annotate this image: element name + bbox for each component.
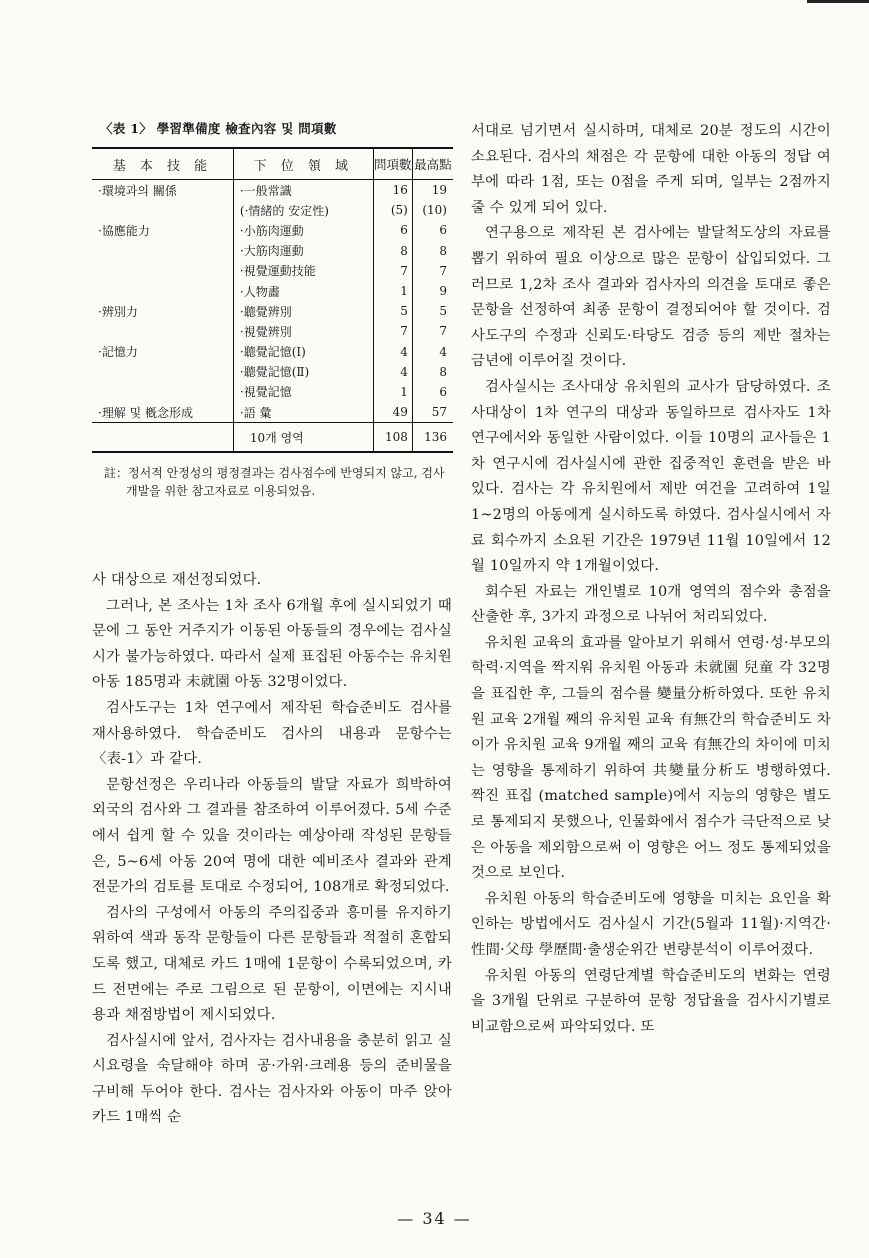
body-paragraph: 그러나, 본 조사는 1차 조사 6개월 후에 실시되었기 때문에 그 동안 거주지가 이동된 아동들의 경우에는 검사실시가 불가능하였다. 따라서 실제 표집된 아동수는 유치원 아동 185명과 未就園 아동 32명이었다. bbox=[92, 597, 452, 691]
table-row bbox=[92, 220, 453, 240]
total-max-cell: 136 bbox=[412, 423, 453, 453]
table-caption: 〈表 1〉 學習準備度 檢査內容 및 問項數 bbox=[100, 121, 337, 136]
left-text-column bbox=[92, 568, 452, 1131]
sub-domain-cell: ·大筋肉運動 bbox=[233, 241, 373, 261]
table-row bbox=[92, 321, 453, 341]
table-row bbox=[92, 200, 453, 220]
skill-cell: ·記憶力 bbox=[98, 345, 138, 360]
item-count-cell: 7 bbox=[373, 321, 412, 341]
sub-domain-cell: ·聽覺辨別 bbox=[233, 301, 373, 321]
table-row bbox=[92, 261, 453, 281]
body-paragraph: 문항선정은 우리나라 아동들의 발달 자료가 희박하여 외국의 검사와 그 결과를 참조하여 이루어졌다. 5세 수준에서 쉽게 할 수 있을 것이라는 예상아래 작성된 문항들은, 5~6세 아동 20여 명에 대한 예비조사 결과와 관계 전문가의 검토를 토대로 수정되어, 108개로 확정되었다. bbox=[92, 776, 452, 896]
body-paragraph: 검사도구는 1차 연구에서 제작된 학습준비도 검사를 재사용하였다. 학습준비도 검사의 내용과 문항수는 〈表-1〉과 같다. bbox=[92, 699, 452, 768]
table-row bbox=[92, 382, 453, 402]
skill-cell: ·理解 및 槪念形成 bbox=[98, 405, 194, 420]
sub-domain-cell: ·人物畵 bbox=[233, 281, 373, 301]
max-score-cell: 6 bbox=[412, 220, 453, 240]
body-paragraph: 검사의 구성에서 아동의 주의집중과 흥미를 유지하기 위하여 색과 동작 문항들이 다른 문항들과 적절히 혼합되도록 했고, 대체로 카드 1매에 1문항이 수록되었으며, 카드 전면에는 주로 그림으로 된 문항이, 이면에는 지시내용과 채점방법이 제시되었다. bbox=[92, 904, 452, 1024]
body-paragraph: 검사실시는 조사대상 유치원의 교사가 담당하였다. 조사대상이 1차 연구의 대상과 동일하므로 검사자도 1차 연구에서와 동일한 사람이었다. 이들 10명의 교사들은 1차 연구시에 검사실시에 관한 집중적인 훈련을 받은 바 있다. 검사는 각 유치원에서 제반 여건을 고려하여 1일 1~2명의 아동에게 실시하도록 하였다. 검사실시에서 자료 회수까지 소요된 기간은 1979년 11월 10일에서 12월 10일까지 약 1개월이었다. bbox=[471, 378, 831, 575]
table-row bbox=[92, 180, 453, 201]
item-count-cell: 4 bbox=[373, 342, 412, 362]
header-basic-skill: 基 本 技 能 bbox=[92, 148, 233, 180]
table-note: 註：정서적 안정성의 평정결과는 검사점수에 반영되지 않고, 검사개발을 위한 참고자료로 이용되었음. bbox=[104, 466, 445, 498]
sub-domain-cell: ·視覺辨別 bbox=[233, 321, 373, 341]
header-max-score: 最高點 bbox=[412, 148, 453, 180]
header-item-count: 問項數 bbox=[373, 148, 412, 180]
sub-domain-cell: ·小筋肉運動 bbox=[233, 220, 373, 240]
max-score-cell: 8 bbox=[412, 241, 453, 261]
table-row bbox=[92, 362, 453, 382]
item-count-cell: 1 bbox=[373, 281, 412, 301]
skill-cell bbox=[92, 200, 233, 220]
max-score-cell: 6 bbox=[412, 382, 453, 402]
skill-cell: ·辨別力 bbox=[98, 304, 138, 319]
body-paragraph: 회수된 자료는 개인별로 10개 영역의 점수와 총점을 산출한 후, 3가지 과정으로 나뉘어 처리되었다. bbox=[471, 583, 831, 626]
body-paragraph: 유치원 교육의 효과를 알아보기 위해서 연령·성·부모의 학력·지역을 짝지워 유치원 아동과 未就園 兒童 각 32명을 표집한 후, 그들의 점수를 變量分析하였다. 또한 유치원 교육 2개월 째의 유치원 교육 有無간의 학습준비도 차이가 유치원 교육 9개월 째의 교육 有無간의 차이에 미치는 영향을 통제하기 위하여 共變量分析도 병행하였다. 짝진 표집 (matched sample)에서 지능의 영향은 별도로 통제되지 못했으나, 인물화에서 점수가 극단적으로 낮은 아동을 제외함으로써 이 영향은 어느 정도 통제되었을 것으로 보인다. bbox=[471, 634, 831, 882]
sub-domain-cell: ·視覺記憶 bbox=[233, 382, 373, 402]
table-row bbox=[92, 301, 453, 321]
skill-cell bbox=[92, 261, 233, 281]
sub-domain-cell: ·聽覺記憶(Ⅱ) bbox=[233, 362, 373, 382]
item-count-cell: 7 bbox=[373, 261, 412, 281]
total-skill-cell bbox=[92, 423, 233, 453]
max-score-cell: 8 bbox=[412, 362, 453, 382]
header-sub-domain: 下 位 領 域 bbox=[233, 148, 373, 180]
sub-domain-cell: ·語 彙 bbox=[233, 402, 373, 423]
max-score-cell: 5 bbox=[412, 301, 453, 321]
total-items-cell: 108 bbox=[373, 423, 412, 453]
item-count-cell: 49 bbox=[373, 402, 412, 423]
skill-cell bbox=[92, 362, 233, 382]
item-count-cell: 8 bbox=[373, 241, 412, 261]
max-score-cell: 57 bbox=[412, 402, 453, 423]
max-score-cell: 7 bbox=[412, 321, 453, 341]
skill-cell bbox=[92, 382, 233, 402]
item-count-cell: 4 bbox=[373, 362, 412, 382]
sub-domain-cell: ·視覺運動技能 bbox=[233, 261, 373, 281]
table-row bbox=[92, 241, 453, 261]
sub-domain-cell: ·一般常識 bbox=[233, 180, 373, 201]
table-row bbox=[92, 281, 453, 301]
body-paragraph: 검사실시에 앞서, 검사자는 검사내용을 충분히 읽고 실시요령을 숙달해야 하며 공·가위·크레용 등의 준비물을 구비해 두어야 한다. 검사는 검사자와 아동이 마주 앉아 카드 1매씩 순 bbox=[92, 1032, 452, 1126]
skills-table bbox=[92, 147, 453, 453]
max-score-cell: 4 bbox=[412, 342, 453, 362]
page-number: — 34 — bbox=[397, 1209, 472, 1228]
left-column bbox=[92, 119, 452, 500]
body-paragraph: 사 대상으로 재선정되었다. bbox=[92, 572, 262, 588]
sub-domain-cell: (·情緒的 安定性) bbox=[233, 200, 373, 220]
item-count-cell: (5) bbox=[373, 200, 412, 220]
table-header-row bbox=[92, 148, 453, 180]
table-total-row bbox=[92, 423, 453, 453]
max-score-cell: 7 bbox=[412, 261, 453, 281]
skill-cell bbox=[92, 241, 233, 261]
table-row bbox=[92, 402, 453, 423]
max-score-cell: 9 bbox=[412, 281, 453, 301]
item-count-cell: 1 bbox=[373, 382, 412, 402]
item-count-cell: 5 bbox=[373, 301, 412, 321]
right-text-column bbox=[471, 119, 831, 1040]
skill-cell: ·協應能力 bbox=[98, 223, 150, 238]
max-score-cell: (10) bbox=[412, 200, 453, 220]
corner-rule bbox=[807, 0, 869, 3]
body-paragraph: 유치원 아동의 연령단계별 학습준비도의 변화는 연령을 3개월 단위로 구분하여 문항 정답율을 검사시기별로 비교함으로써 파악되었다. 또 bbox=[471, 967, 831, 1035]
body-paragraph: 서대로 넘기면서 실시하며, 대체로 20분 정도의 시간이 소요된다. 검사의 채점은 각 문항에 대한 아동의 정답 여부에 따라 1점, 또는 0점을 주게 되며, 일부는 2점까지 줄 수 있게 되어 있다. bbox=[471, 123, 831, 216]
skill-cell bbox=[92, 321, 233, 341]
item-count-cell: 6 bbox=[373, 220, 412, 240]
body-paragraph: 유치원 아동의 학습준비도에 영향을 미치는 요인을 확인하는 방법에서도 검사실시 기간(5월과 11월)·지역간·性間·父母 學歷間·출생순위간 변량분석이 이루어졌다. bbox=[471, 890, 831, 958]
skill-cell: ·環境과의 關係 bbox=[98, 183, 177, 198]
skill-cell bbox=[92, 281, 233, 301]
sub-domain-cell: ·聽覺記憶(Ⅰ) bbox=[233, 342, 373, 362]
total-label-cell: 10개 영역 bbox=[233, 423, 373, 453]
item-count-cell: 16 bbox=[373, 180, 412, 201]
body-paragraph: 연구용으로 제작된 본 검사에는 발달척도상의 자료를 뽑기 위하여 필요 이상으로 많은 문항이 삽입되었다. 그러므로 1,2차 조사 결과와 검사자의 의견을 토대로 좋은 문항을 선정하여 최종 문항이 결정되어야 할 것이다. 검사도구의 수정과 신뢰도·타당도 검증 등의 제반 절차는 금년에 이루어질 것이다. bbox=[471, 225, 831, 370]
table-row bbox=[92, 342, 453, 362]
max-score-cell: 19 bbox=[412, 180, 453, 201]
